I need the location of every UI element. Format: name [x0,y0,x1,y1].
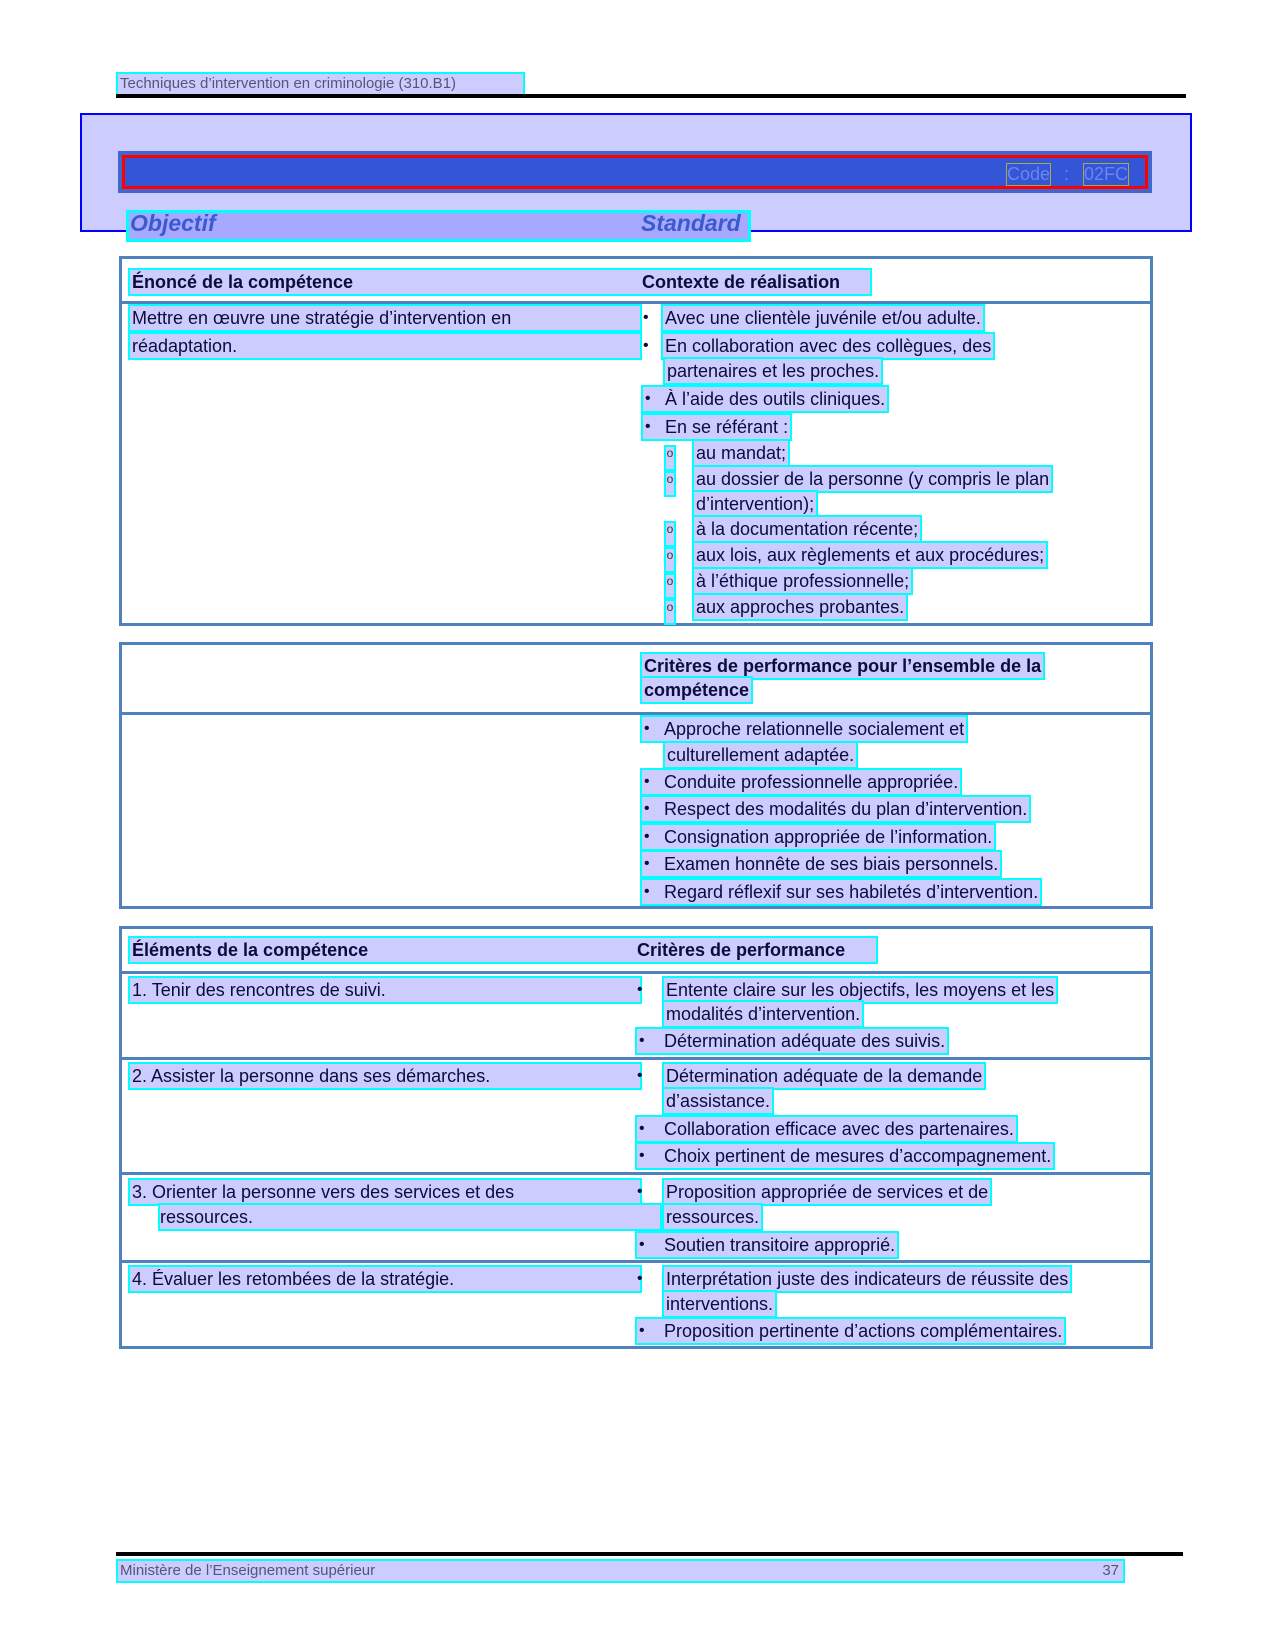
page-number: 37 [1102,1562,1119,1579]
circle-bullet-icon: o [666,523,674,545]
overall-criteria-header: compétence [644,680,750,700]
context-item: En collaboration avec des collègues, des [665,336,992,356]
element-1: 1. Tenir des rencontres de suivi. [130,978,640,1002]
reference-item: à la documentation récente; [696,519,919,539]
row-divider [122,301,1150,304]
bullet-icon: • [644,800,650,817]
bullet-icon: • [643,309,649,326]
bullet-icon: • [644,828,650,845]
bullet-icon: • [645,390,651,407]
overall-criterion: Conduite professionnelle appropriée. [642,770,960,794]
circle-bullet-icon: o [666,575,674,597]
bullet-icon: • [639,1120,645,1137]
criterion: Détermination adéquate des suivis. [637,1029,947,1053]
element-4: 4. Évaluer les retombées de la stratégie. [130,1267,640,1291]
criterion: Soutien transitoire approprié. [637,1233,897,1257]
reference-item-continued: d’intervention); [696,494,815,514]
footer-rule [116,1552,1183,1556]
footer [118,1561,1123,1581]
context-item-continued: partenaires et les proches. [667,361,880,381]
code-label: Code [1007,164,1051,184]
bullet-icon: • [637,1183,643,1200]
context-header-label: Contexte de réalisation [642,272,841,292]
overall-criterion: Respect des modalités du plan d’intervention. [642,797,1029,821]
bullet-icon: • [644,720,650,737]
elements-header-label: Éléments de la compétence [132,940,369,960]
reference-item: à l’éthique professionnelle; [696,571,910,591]
bullet-icon: • [639,1147,645,1164]
criterion: Proposition pertinente d’actions complémentaires. [637,1319,1064,1343]
competency-code-inner [122,155,1148,189]
bullet-icon: • [645,418,651,435]
criterion: Proposition appropriée de services et de [666,1182,989,1202]
criterion-continued: interventions. [666,1294,774,1314]
circle-bullet-icon: o [666,473,674,495]
row-divider [122,712,1150,715]
elements-header [130,938,876,962]
criterion: Interprétation juste des indicateurs de réussite des [666,1269,1069,1289]
context-item: À l’aide des outils cliniques. [643,387,887,411]
bullet-icon: • [644,855,650,872]
footer-ministry: Ministère de l’Enseignement supérieur [120,1562,376,1579]
criterion: Détermination adéquate de la demande [666,1066,983,1086]
row-divider [122,971,1150,974]
bullet-icon: • [639,1236,645,1253]
criteria-header-label: Critères de performance [637,940,846,960]
criterion-continued: d’assistance. [666,1091,771,1111]
row-divider [122,1057,1150,1060]
circle-bullet-icon: o [666,549,674,571]
overall-criterion: Approche relationnelle socialement et [642,717,966,741]
code-separator: : [1064,164,1070,184]
context-item: En se référant : [643,415,790,439]
bullet-icon: • [643,337,649,354]
reference-item: au dossier de la personne (y compris le plan [696,469,1050,489]
element-3-continued: ressources. [160,1205,660,1229]
bullet-icon: • [639,1032,645,1049]
criterion: Choix pertinent de mesures d’accompagnement. [637,1144,1053,1168]
overall-criterion: Examen honnête de ses biais personnels. [642,852,1000,876]
criterion-continued: ressources. [666,1207,760,1227]
element-3: 3. Orienter la personne vers des services et des [130,1180,640,1204]
objectif-heading: Objectif [130,210,216,236]
criterion-continued: modalités d’intervention. [666,1004,861,1024]
statement-line: Mettre en œuvre une stratégie d’intervention en [130,306,640,330]
criterion: Entente claire sur les objectifs, les moyens et les [666,980,1055,1000]
bullet-icon: • [644,773,650,790]
overall-criterion-continued: culturellement adaptée. [667,745,855,765]
statement-header-label: Énoncé de la compétence [132,272,354,292]
header-rule [116,94,1186,98]
standard-heading: Standard [641,210,741,236]
statement-line: réadaptation. [130,334,640,358]
context-item: Avec une clientèle juvénile et/ou adulte. [665,308,981,328]
overall-criterion: Regard réflexif sur ses habiletés d’intervention. [642,880,1040,904]
statement-header [130,270,870,294]
bullet-icon: • [637,981,643,998]
circle-bullet-icon: o [666,601,674,623]
code-value: 02FC [1084,164,1129,184]
document-header-title: Techniques d’intervention en criminologie (310.B1) [118,74,523,94]
reference-item: aux lois, aux règlements et aux procédures; [696,545,1045,565]
overall-criterion: Consignation appropriée de l’information. [642,825,994,849]
bullet-icon: • [637,1067,643,1084]
bullet-icon: • [644,883,650,900]
row-divider [122,1260,1150,1263]
criterion: Collaboration efficace avec des partenaires. [637,1117,1016,1141]
reference-item: aux approches probantes. [696,597,905,617]
overall-criteria-header: Critères de performance pour l’ensemble de la [644,656,1042,676]
bullet-icon: • [639,1322,645,1339]
element-2: 2. Assister la personne dans ses démarches. [130,1064,640,1088]
bullet-icon: • [637,1270,643,1287]
circle-bullet-icon: o [666,447,674,469]
row-divider [122,1172,1150,1175]
reference-item: au mandat; [696,443,787,463]
